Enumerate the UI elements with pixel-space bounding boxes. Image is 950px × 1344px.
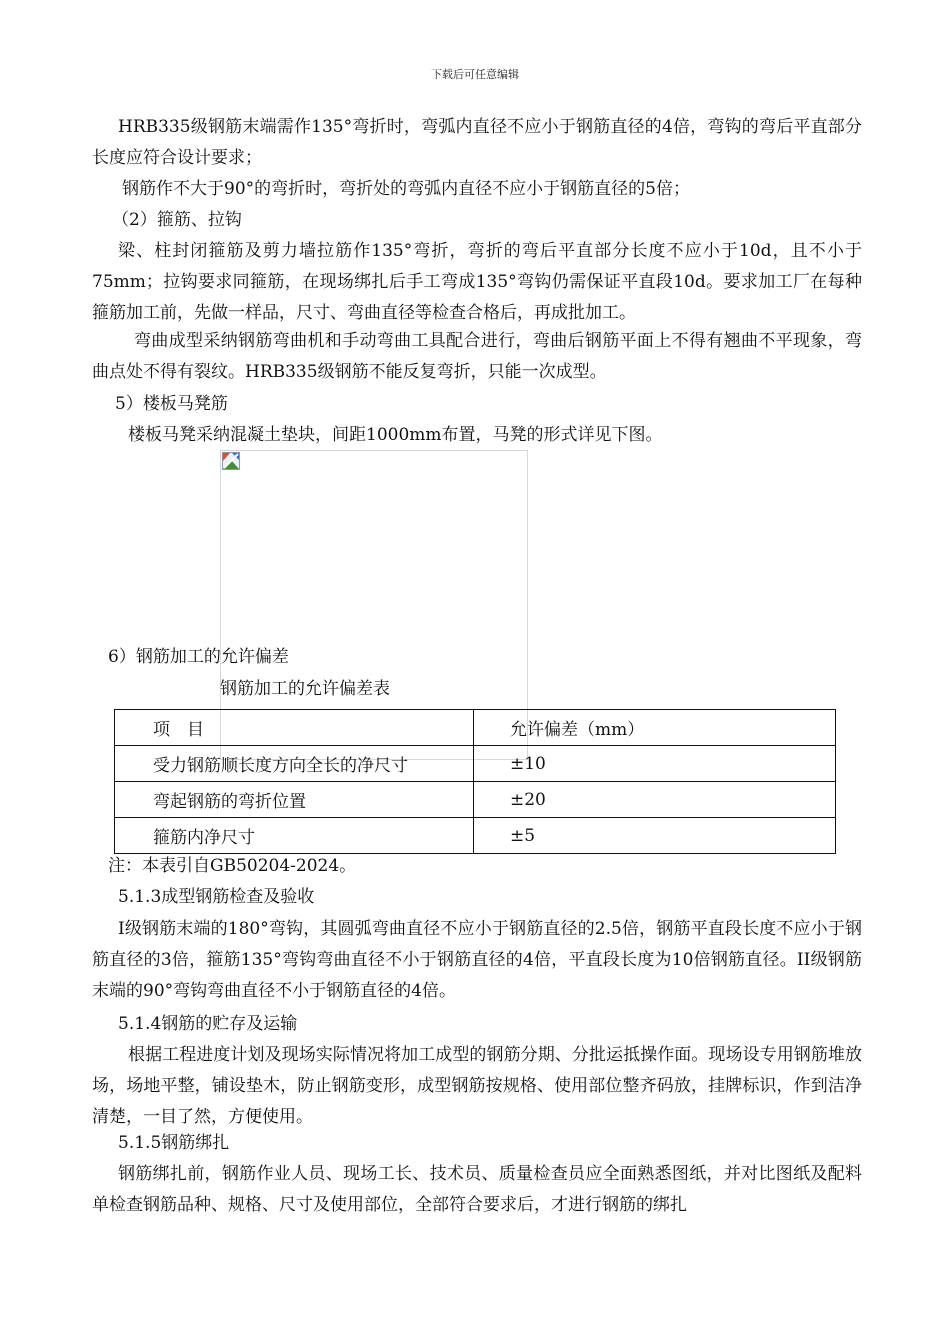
table-cell: 箍筋内净尺寸: [115, 818, 474, 854]
table-note: 注：本表引自GB50204-2024。: [108, 856, 357, 876]
table-cell: 受力钢筋顺长度方向全长的净尺寸: [115, 746, 474, 782]
table-row: [115, 782, 836, 818]
paragraph-hook-inspection: I级钢筋末端的180°弯钩，其圆弧弯曲直径不应小于钢筋直径的2.5倍，钢筋平直段长度不应小于钢筋直径的3倍，箍筋135°弯钩弯曲直径不小于钢筋直径的4倍，平直段长度为10倍钢筋直径。II级钢筋末端的90°弯钩弯曲直径不小于钢筋直径的4倍。: [92, 919, 862, 1001]
table-cell: ±10: [474, 746, 836, 782]
table-cell: ±5: [474, 818, 836, 854]
paragraph-stirrups: 梁、柱封闭箍筋及剪力墙拉筋作135°弯折，弯折的弯后平直部分长度不应小于10d，且不小于75mm；拉钩要求同箍筋，在现场绑扎后手工弯成135°弯钩仍需保证平直段10d。要求加工厂在每种箍筋加工前，先做一样品，尺寸、弯曲直径等检查合格后，再成批加工。: [92, 241, 862, 323]
table-caption: 钢筋加工的允许偏差表: [220, 679, 390, 699]
table-cell: 弯起钢筋的弯折位置: [115, 782, 474, 818]
table-row: [115, 818, 836, 854]
section-5-1-4: 5.1.4钢筋的贮存及运输: [118, 1014, 298, 1034]
tolerance-table: [114, 709, 836, 854]
table-row: [115, 746, 836, 782]
paragraph-hrb335-bend: HRB335级钢筋末端需作135°弯折时，弯弧内直径不应小于钢筋直径的4倍，弯钩的弯后平直部分长度应符合设计要求；: [92, 117, 862, 168]
table-header-tolerance: 允许偏差（mm）: [474, 710, 836, 746]
section-5-1-5: 5.1.5钢筋绑扎: [118, 1133, 230, 1153]
section-5-1-3: 5.1.3成型钢筋检查及验收: [118, 887, 315, 907]
paragraph-slab-chair: 楼板马凳采纳混凝土垫块，间距1000mm布置，马凳的形式详见下图。: [128, 425, 663, 445]
table-header-row: [115, 710, 836, 746]
paragraph-bending-machine: 弯曲成型采纳钢筋弯曲机和手动弯曲工具配合进行，弯曲后钢筋平面上不得有翘曲不平现象，弯曲点处不得有裂纹。HRB335级钢筋不能反复弯折，只能一次成型。: [92, 331, 862, 382]
subheading-tolerance: 6）钢筋加工的允许偏差: [108, 647, 289, 667]
subheading-slab-chair: 5）楼板马凳筋: [115, 394, 228, 414]
table-cell: ±20: [474, 782, 836, 818]
page-header-note: 下载后可任意编辑: [431, 68, 519, 81]
subheading-stirrups: （2）箍筋、拉钩: [112, 210, 242, 230]
broken-image-icon: [222, 452, 240, 470]
table-header-item: 项 目: [115, 710, 474, 746]
paragraph-storage-transport: 根据工程进度计划及现场实际情况将加工成型的钢筋分期、分批运抵操作面。现场设专用钢筋堆放场，场地平整，铺设垫木，防止钢筋变形，成型钢筋按规格、使用部位整齐码放，挂牌标识，作到洁净清楚，一目了然，方便使用。: [92, 1045, 862, 1127]
paragraph-90-bend: 钢筋作不大于90°的弯折时，弯折处的弯弧内直径不应小于钢筋直径的5倍；: [122, 179, 690, 199]
paragraph-binding: 钢筋绑扎前，钢筋作业人员、现场工长、技术员、质量检查员应全面熟悉图纸，并对比图纸及配料单检查钢筋品种、规格、尺寸及使用部位，全部符合要求后，才进行钢筋的绑扎: [92, 1164, 862, 1215]
